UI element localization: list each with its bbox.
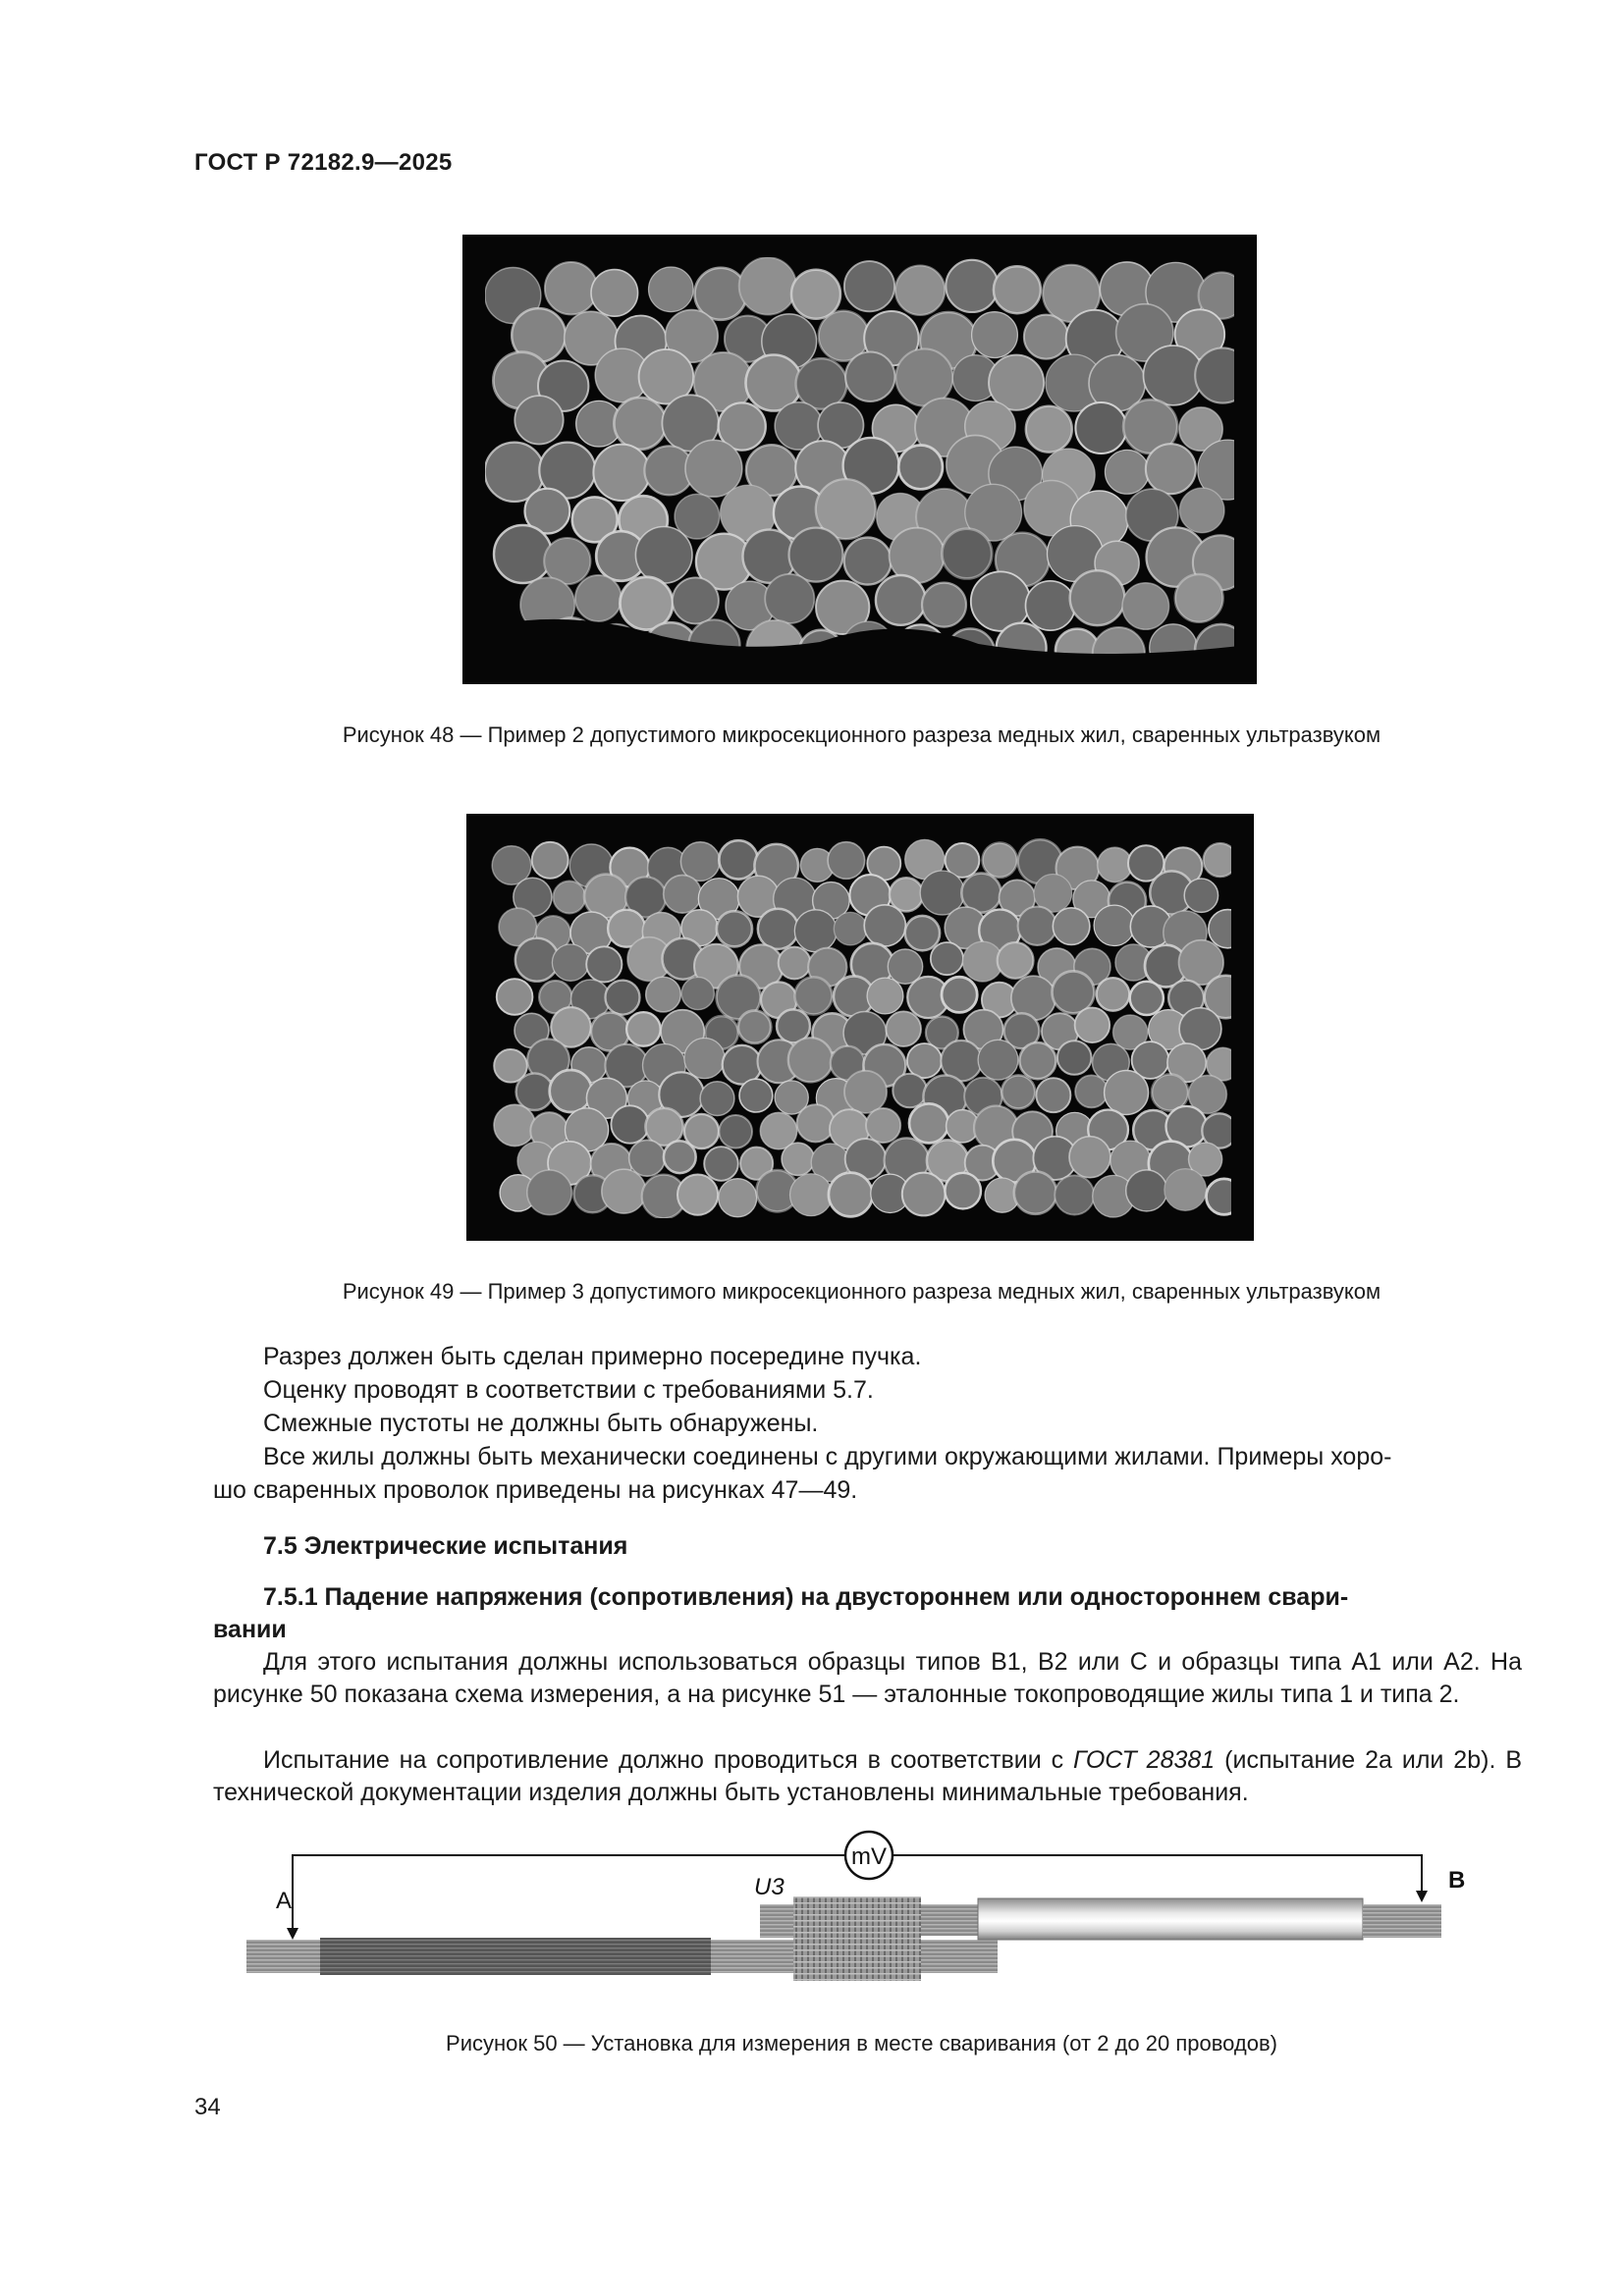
figure-49-caption: Рисунок 49 — Пример 3 допустимого микросекционного разреза медных жил, сваренных ультразвуком bbox=[342, 1279, 1381, 1304]
resistance-text-end: (испытание 2а или 2b). В технической документации изделия должны быть установлены минимальные требования. bbox=[213, 1746, 1522, 1806]
millivoltmeter-label: mV bbox=[851, 1843, 887, 1870]
weld-lower-extension bbox=[921, 1940, 998, 1973]
voltage-u3-label: U3 bbox=[754, 1874, 785, 1900]
section-heading-7-5-1-line1: 7.5.1 Падение напряжения (сопротивления) на двустороннем или одностороннем свари- bbox=[263, 1583, 1349, 1611]
figure-49-micrograph bbox=[466, 814, 1254, 1241]
probe-arrow-a bbox=[287, 1928, 298, 1940]
wire-left-bare-joint bbox=[711, 1940, 799, 1973]
weld-zone bbox=[793, 1896, 921, 1981]
micrograph-image-49 bbox=[467, 815, 1253, 1240]
section-heading-7-5-1-line2: вании bbox=[213, 1616, 287, 1643]
probe-arrow-b bbox=[1416, 1891, 1428, 1902]
gost-reference: ГОСТ 28381 bbox=[1073, 1746, 1216, 1774]
point-b-label: B bbox=[1448, 1867, 1466, 1894]
section-heading-7-5-1 bbox=[213, 1581, 1522, 1646]
paragraph-resistance-test bbox=[213, 1744, 1522, 1809]
paragraph-evaluation: Оценку проводят в соответствии с требованиями 5.7. bbox=[263, 1376, 874, 1404]
figure-48-caption: Рисунок 48 — Пример 2 допустимого микросекционного разреза медных жил, сваренных ультразвуком bbox=[342, 722, 1381, 747]
wire-right-insulation bbox=[978, 1898, 1363, 1940]
wire-right-bare-end bbox=[1363, 1904, 1441, 1938]
measurement-lead-right bbox=[893, 1855, 1422, 1898]
measurement-setup-diagram bbox=[236, 1826, 1483, 1993]
figure-50-diagram bbox=[236, 1826, 1483, 1993]
page-number: 34 bbox=[194, 2094, 221, 2120]
paragraph-section-location: Разрез должен быть сделан примерно посередине пучка. bbox=[263, 1343, 922, 1370]
paragraph-test-samples: Для этого испытания должны использоваться образцы типов В1, В2 или С и образцы типа А1 или А2. На рисунке 50 показана схема измерения, а на рисунке 51 — эталонные токопроводящие жилы типа 1 и типа 2. bbox=[213, 1648, 1522, 1708]
figure-50-caption: Рисунок 50 — Установка для измерения в месте сваривания (от 2 до 20 проводов) bbox=[446, 2031, 1277, 2056]
document-header: ГОСТ Р 72182.9—2025 bbox=[194, 149, 453, 176]
micrograph-image-48 bbox=[463, 236, 1256, 683]
resistance-text-start: Испытание на сопротивление должно проводиться в соответствии с bbox=[263, 1746, 1074, 1774]
section-heading-7-5: 7.5 Электрические испытания bbox=[263, 1532, 628, 1560]
wire-left-bare-end bbox=[246, 1940, 320, 1973]
point-a-label: A bbox=[276, 1888, 293, 1914]
wire-right-bare-strand bbox=[921, 1904, 978, 1936]
paragraph-voids: Смежные пустоты не должны быть обнаружены. bbox=[263, 1410, 819, 1437]
paragraph-wires-first-line: Все жилы должны быть механически соединены с другими окружающими жилами. Примеры хоро- bbox=[263, 1443, 1392, 1470]
figure-48-micrograph bbox=[462, 235, 1257, 684]
paragraph-wires-continued: шо сваренных проволок приведены на рисунках 47—49. bbox=[213, 1476, 858, 1504]
wire-left-insulation bbox=[320, 1938, 711, 1975]
